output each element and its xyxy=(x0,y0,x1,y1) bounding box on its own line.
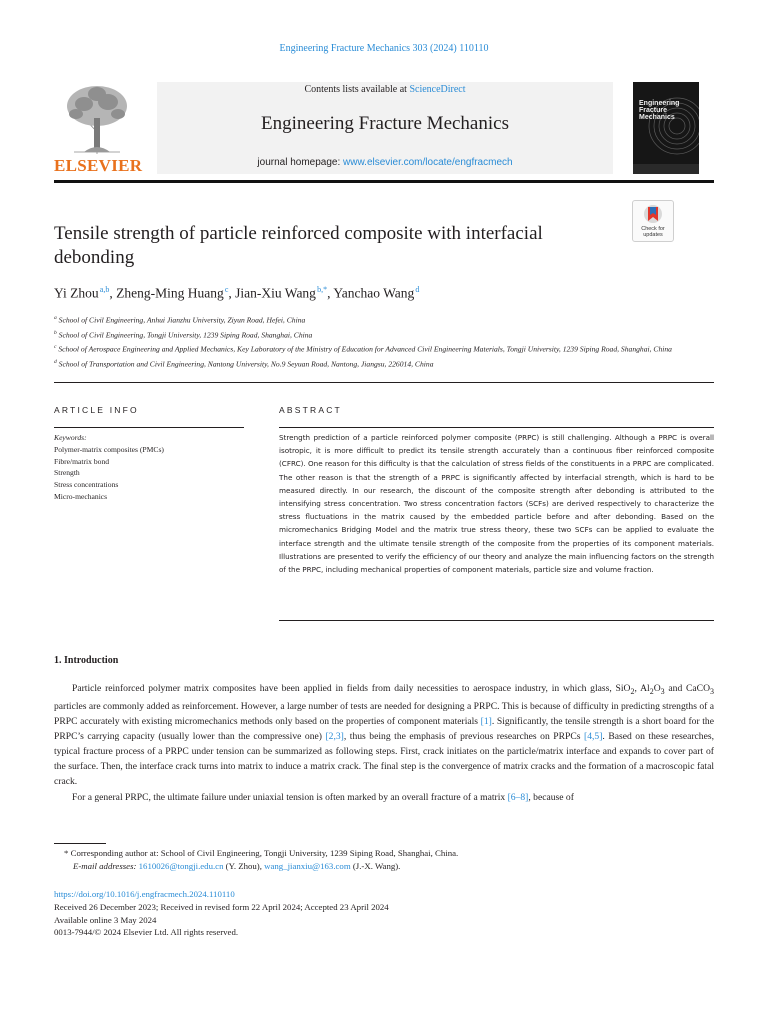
affiliation-text: School of Transportation and Civil Engineering, Nantong University, No.9 Seyuan Road, Nantong, Jiangsu, 226014, China xyxy=(58,359,434,369)
affiliation-text: School of Aerospace Engineering and Applied Mechanics, Key Laboratory of the Ministry of Education for Advanced Civil Engineering Materials, Tongji University, 1239 Siping Road, Shanghai, China xyxy=(58,344,672,354)
affiliation-item xyxy=(54,341,674,356)
author-name: Jian-Xiu Wang xyxy=(235,285,316,301)
paper-title: Tensile strength of particle reinforced composite with interfacial debonding xyxy=(54,223,543,268)
email-owner: (J.-X. Wang). xyxy=(350,861,401,871)
citation-link[interactable]: [1] xyxy=(480,716,492,728)
citation-link[interactable]: [6–8] xyxy=(507,791,529,803)
journal-cover-image xyxy=(633,82,699,174)
text-run: and CaCO xyxy=(664,683,710,694)
text-run: . Significantly, the tensile strength is a short board for the PRPC’s carrying capacity (usually lower than the compressive one) xyxy=(54,716,714,743)
journal-banner xyxy=(54,82,714,176)
text-run: , Al xyxy=(634,683,650,694)
subscript: 2 xyxy=(649,686,654,696)
abstract-text: Strength prediction of a particle reinforced polymer composite (PRPC) is still challenging. Although a PRPC is overall isotropic, it is more difficult to predict its tensile strength accurately than a continuous fiber reinforced composite (CFRC). One reason for this difficulty is that the calculation of stress fields of the constituents in a PRPC are complicated. The other reason is that the strength of a PRPC is significantly affected by interfacial strength, which is hard to be measured directly. In our research, the discount of the composite strength after debonding is attributed to the intensifying stress concentration. Two stress concentration factors (SCFs) are derived respectively to characterize the stress fluctuations in the matrix caused by the embedded particle before and after debonding. Based on the micromechanics Bridging Model and the matrix true stress theory, these two SCFs can be applied to evaluate the interface strength and the ultimate tensile strength of the composite from the properties of its component materials. Illustrations are presented to verify the efficiency of our theory and analyze the main influencing factors on the strength of the PRPC, including mechanical properties of component materials, particle size and volume fraction. xyxy=(279,433,714,575)
check-for-updates-button[interactable] xyxy=(632,200,674,242)
text-run: O xyxy=(653,683,661,694)
affiliation-text: School of Civil Engineering, Anhui Jianzhu University, Ziyun Road, Hefei, China xyxy=(58,315,306,325)
author-affiliation-marker[interactable]: d xyxy=(415,285,420,294)
affiliation-marker: b xyxy=(54,329,57,336)
corresponding-author-note: * Corresponding author at: School of Civil Engineering, Tongji University, 1239 Siping Road, Shanghai, China. xyxy=(64,848,459,858)
header-rule xyxy=(54,180,714,183)
journal-name: Engineering Fracture Mechanics xyxy=(261,113,509,134)
introduction-body xyxy=(54,681,714,805)
footnotes xyxy=(64,847,704,873)
abstract-heading: ABSTRACT xyxy=(279,405,342,415)
keyword-item: Strength xyxy=(54,468,80,478)
subscript: 3 xyxy=(710,686,714,696)
citation-link[interactable]: [4,5] xyxy=(584,731,603,743)
bookmark-icon xyxy=(633,201,673,227)
keyword-item: Polymer-matrix composites (PMCs) xyxy=(54,444,164,454)
text-run: , because of xyxy=(528,791,574,803)
text-run: particles are commonly added as reinforcement. However, a large number of tests are needed for designing a PRPC. This is because of difficulty in predicting strengths of a PRPC accurately with existing micromechanics methods only based on the properties of component materials xyxy=(54,701,714,728)
keyword-item: Stress concentrations xyxy=(54,480,119,490)
citation-link[interactable]: [2,3] xyxy=(325,731,344,743)
affiliation-marker: a xyxy=(54,315,57,321)
available-online: Available online 3 May 2024 xyxy=(54,914,157,925)
email-link[interactable]: wang_jianxiu@163.com xyxy=(264,861,351,871)
cover-title: Engineering Fracture Mechanics xyxy=(639,100,680,121)
front-matter xyxy=(54,888,714,939)
article-info-rule xyxy=(54,427,244,428)
introduction-paragraph xyxy=(54,790,714,805)
text-run: For a general PRPC, the ultimate failure under uniaxial tension is often marked by an overall fracture of a matrix xyxy=(72,791,508,803)
affiliation-item xyxy=(54,312,674,327)
copyright: 0013-7944/© 2024 Elsevier Ltd. All rights reserved. xyxy=(54,927,239,938)
article-info-heading: ARTICLE INFO xyxy=(54,405,139,415)
abstract-bottom-rule xyxy=(279,620,714,621)
received-dates: Received 26 December 2023; Received in revised form 22 April 2024; Accepted 23 April 2024 xyxy=(54,901,389,912)
author-name: Zheng-Ming Huang xyxy=(116,285,224,301)
author-affiliation-marker[interactable]: a,b xyxy=(99,285,110,294)
keywords-block xyxy=(54,432,244,503)
author-list: Yi Zhou $^{a,b}$, Zheng-Ming Huang $^c$, Jian-Xiu Wang $^{b,*}$, Yanchao Wang $^d$ xyxy=(54,285,420,301)
subscript: 3 xyxy=(660,686,665,696)
affiliation-marker: d xyxy=(54,358,57,365)
check-for-updates-label: Check for updates xyxy=(641,226,665,238)
email-link[interactable]: 1610026@tongji.edu.cn xyxy=(138,861,224,871)
contents-line xyxy=(157,84,613,95)
affiliation-text: School of Civil Engineering, Tongji University, 1239 Siping Road, Shanghai, China xyxy=(58,330,313,340)
publisher-wordmark: ELSEVIER xyxy=(54,156,143,175)
keyword-item: Fibre/matrix bond xyxy=(54,456,110,466)
affiliation-item xyxy=(54,356,674,371)
text-run: , thus being the emphasis of previous researches on PRPCs xyxy=(343,731,585,743)
journal-info-box xyxy=(157,82,613,174)
homepage-link[interactable]: www.elsevier.com/locate/engfracmech xyxy=(343,157,513,168)
author-affiliation-marker[interactable]: c xyxy=(224,285,229,294)
text-run: . Based on these researches, typical fracture process of a PRPC under tension can be summarized as following steps. First, crack initiates on the particle/matrix interface and expands to cover part of the surface. Then, the interface crack turns into matrix to induce a matrix crack. The final step is the convergence of matrix cracks and the formation of a macroscopic fatal crack. xyxy=(54,731,714,788)
email-line xyxy=(64,860,704,873)
introduction-heading: 1. Introduction xyxy=(54,655,119,666)
email-owner: (Y. Zhou), xyxy=(223,861,265,871)
email-label: E-mail addresses: xyxy=(73,861,139,871)
introduction-paragraph xyxy=(54,681,714,790)
journal-citation[interactable]: Engineering Fracture Mechanics 303 (2024) 110110 xyxy=(279,43,489,54)
author-name: Yanchao Wang xyxy=(333,285,415,301)
author-affiliation-marker[interactable]: b,* xyxy=(317,285,328,294)
homepage-line xyxy=(157,157,613,168)
subscript: 2 xyxy=(630,686,635,696)
sciencedirect-link[interactable]: ScienceDirect xyxy=(409,84,466,95)
keywords-label: Keywords: xyxy=(54,433,87,442)
homepage-prefix: journal homepage: xyxy=(257,157,344,168)
affiliation-marker: c xyxy=(54,344,57,351)
author-name: Yi Zhou xyxy=(54,285,99,301)
contents-prefix: Contents lists available at xyxy=(304,84,410,95)
affiliation-list xyxy=(54,312,674,370)
doi-link[interactable]: https://doi.org/10.1016/j.engfracmech.2024.110110 xyxy=(54,889,235,899)
text-run: Particle reinforced polymer matrix composites have been applied in fields from daily necessities to aerospace industry, in which glass, SiO xyxy=(72,683,631,694)
abstract-rule xyxy=(279,427,714,428)
keyword-item: Micro-mechanics xyxy=(54,491,108,501)
affiliation-item xyxy=(54,327,674,342)
section-divider xyxy=(54,382,714,383)
footnote-rule xyxy=(54,843,106,844)
